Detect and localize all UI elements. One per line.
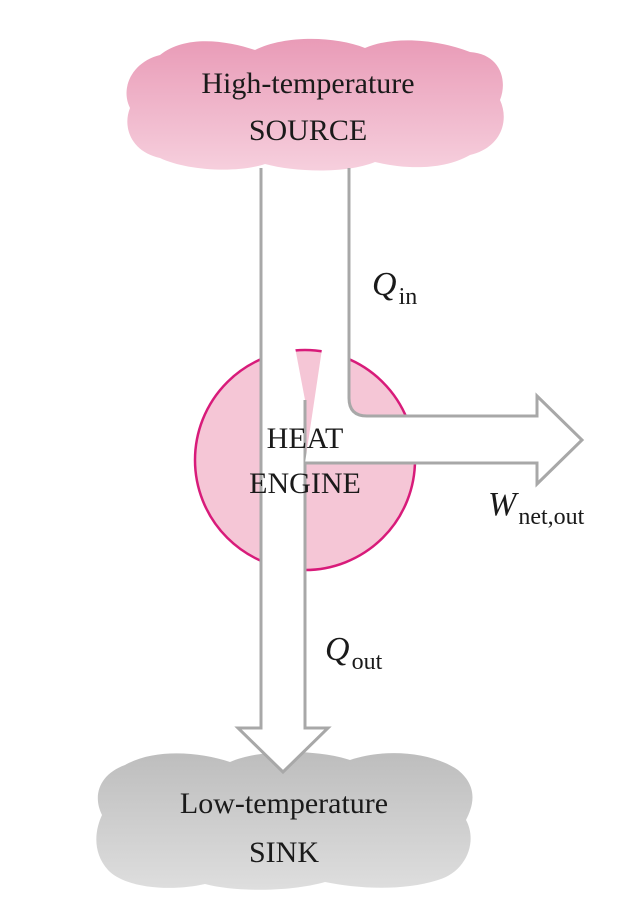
- engine-label-line1: HEAT: [266, 422, 344, 455]
- sink-label-line2: SINK: [248, 836, 320, 869]
- source-cloud: [127, 39, 504, 171]
- w-net-subscript: net,out: [518, 504, 585, 530]
- w-net-label: [488, 486, 585, 530]
- q-out-symbol: Q: [325, 631, 350, 668]
- engine-label-line2: ENGINE: [249, 467, 361, 500]
- source-label-line2: SOURCE: [248, 114, 368, 147]
- q-in-symbol: Q: [372, 266, 397, 303]
- source-label-line1: High-temperature: [201, 67, 415, 100]
- w-net-arrow: [305, 168, 582, 484]
- q-out-subscript: out: [351, 649, 383, 675]
- q-in-subscript: in: [398, 284, 418, 310]
- sink-label-line1: Low-temperature: [179, 787, 389, 820]
- w-net-symbol: W: [488, 486, 517, 523]
- q-out-label: [325, 631, 383, 675]
- q-in-label: [372, 266, 417, 310]
